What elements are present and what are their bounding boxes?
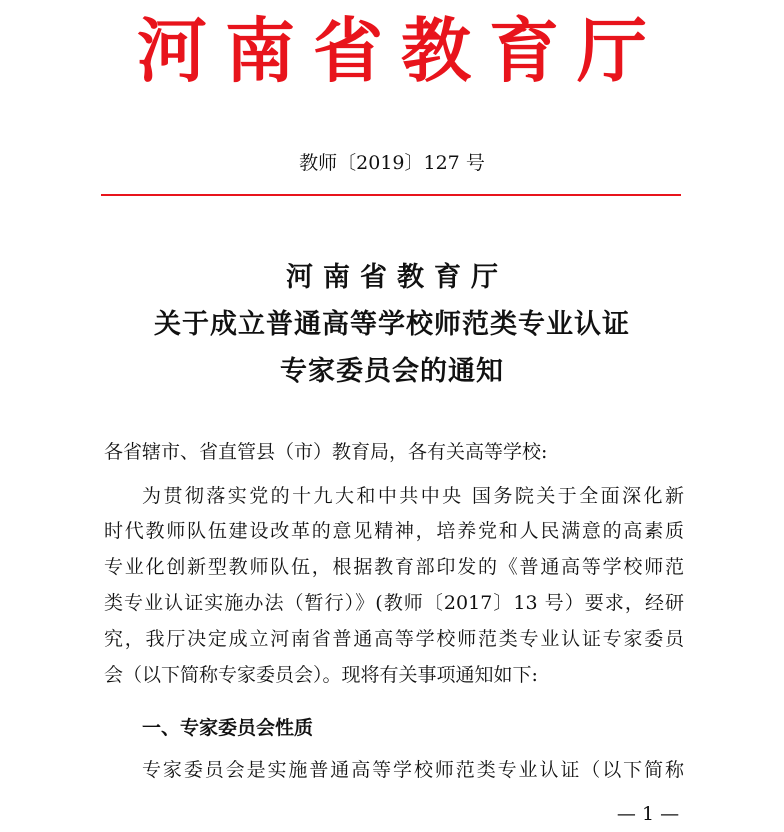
section-heading: 一、专家委员会性质 [142, 717, 314, 739]
paragraph-line: 类专业认证实施办法（暂行）》(教师〔2017〕13 号）要求，经研 [104, 592, 684, 614]
paragraph-line: 专业化创新型教师队伍，根据教育部印发的《普通高等学校师范 [104, 556, 684, 578]
paragraph-line: 时代教师队伍建设改革的意见精神，培养党和人民满意的高素质 [104, 520, 684, 542]
paragraph-line: 会（以下简称专家委员会）。现将有关事项通知如下: [104, 664, 538, 686]
red-divider-line [101, 194, 681, 196]
paragraph-line: 究，我厅决定成立河南省普通高等学校师范类专业认证专家委员 [104, 628, 684, 650]
salutation: 各省辖市、省直管县（市）教育局，各有关高等学校: [104, 441, 548, 463]
title-line-1: 河南省教育厅 [286, 262, 508, 293]
paragraph-line: 专家委员会是实施普通高等学校师范类专业认证（以下简称 [142, 759, 684, 781]
issuer-masthead: 河南省教育厅 [137, 10, 665, 92]
page-number: — 1 — [616, 803, 680, 825]
title-line-2: 关于成立普通高等学校师范类专业认证 [154, 309, 630, 340]
document-number: 教师〔2019〕127 号 [299, 152, 485, 174]
title-line-3: 专家委员会的通知 [280, 356, 504, 387]
paragraph-line: 为贯彻落实党的十九大和中共中央 国务院关于全面深化新 [142, 485, 684, 507]
